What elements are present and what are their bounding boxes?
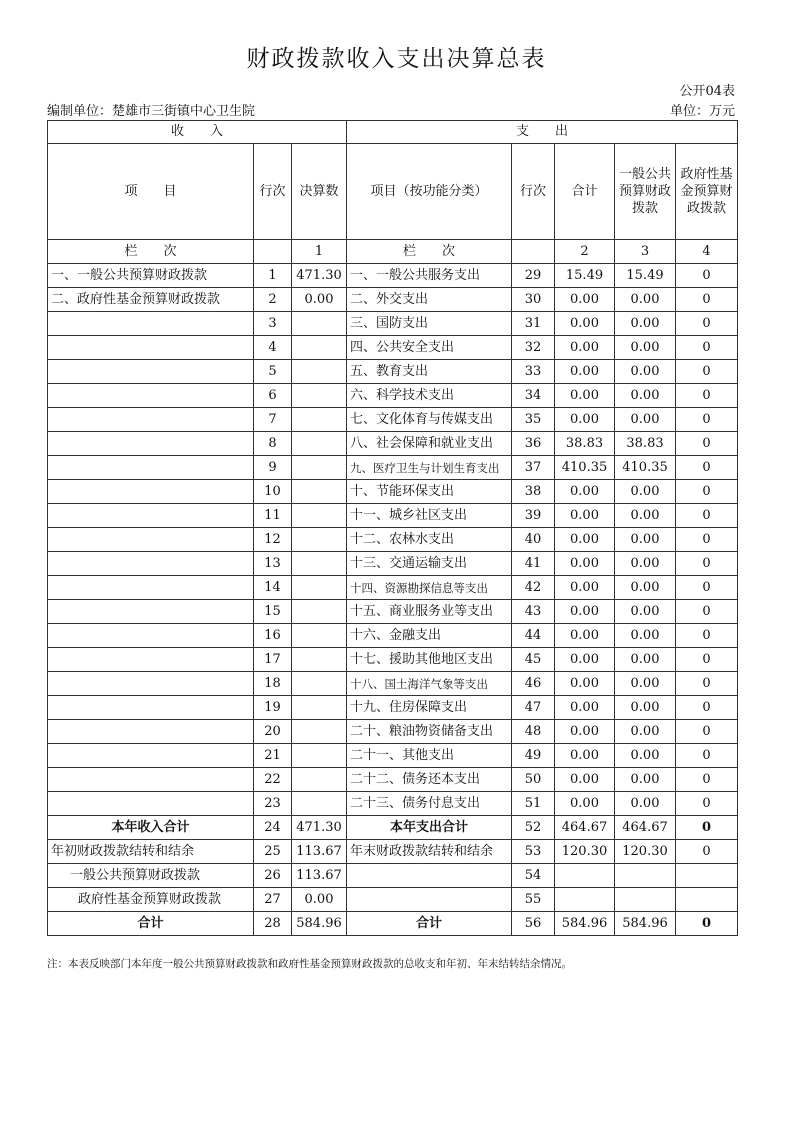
income-amount (292, 600, 347, 624)
income-item (48, 744, 254, 768)
table-row (48, 792, 738, 816)
expense-row-no: 35 (512, 408, 555, 432)
general-budget-amount: 0.00 (615, 720, 676, 744)
income-item (48, 600, 254, 624)
expense-total: 0.00 (555, 600, 615, 624)
income-item (48, 384, 254, 408)
gov-fund-amount: 0 (676, 432, 738, 456)
expense-row-no-header: 行次 (512, 144, 555, 240)
income-amount (292, 408, 347, 432)
expense-total: 0.00 (555, 768, 615, 792)
gov-fund-amount: 0 (676, 648, 738, 672)
income-item (48, 768, 254, 792)
expense-row-no: 40 (512, 528, 555, 552)
gov-fund-amount: 0 (676, 552, 738, 576)
income-section-header: 收 入 (48, 121, 347, 144)
income-item (48, 648, 254, 672)
expense-item: 十一、城乡社区支出 (347, 504, 512, 528)
expense-item: 九、医疗卫生与计划生育支出 (347, 456, 512, 480)
general-budget-amount: 0.00 (615, 408, 676, 432)
general-budget-amount: 0.00 (615, 480, 676, 504)
income-row-no: 13 (254, 552, 292, 576)
income-item (48, 552, 254, 576)
expense-item: 六、科学技术支出 (347, 384, 512, 408)
footnote: 注：本表反映部门本年度一般公共预算财政拨款和政府性基金预算财政拨款的总收支和年初、年末结转结余情况。 (47, 958, 572, 970)
column-number-3: 3 (615, 240, 676, 264)
income-row-no: 22 (254, 768, 292, 792)
expense-row-no: 31 (512, 312, 555, 336)
expense-item: 五、教育支出 (347, 360, 512, 384)
income-item: 年初财政拨款结转和结余 (48, 840, 254, 864)
general-budget-amount: 0.00 (615, 384, 676, 408)
income-row-no: 23 (254, 792, 292, 816)
income-item (48, 408, 254, 432)
income-item (48, 360, 254, 384)
table-row (48, 840, 738, 864)
income-row-no-header: 行次 (254, 144, 292, 240)
table-row (48, 600, 738, 624)
income-row-no: 15 (254, 600, 292, 624)
table-row (48, 528, 738, 552)
budget-summary-table (47, 120, 738, 936)
income-row-no: 11 (254, 504, 292, 528)
expense-total: 0.00 (555, 672, 615, 696)
expense-total: 0.00 (555, 528, 615, 552)
general-budget-amount: 0.00 (615, 600, 676, 624)
expense-total: 0.00 (555, 792, 615, 816)
gov-fund-amount: 0 (676, 624, 738, 648)
expense-row-no: 43 (512, 600, 555, 624)
income-amount (292, 576, 347, 600)
income-item (48, 456, 254, 480)
gov-fund-amount: 0 (676, 528, 738, 552)
income-item (48, 672, 254, 696)
expense-item: 十八、国土海洋气象等支出 (347, 672, 512, 696)
income-amount (292, 504, 347, 528)
expense-total: 0.00 (555, 312, 615, 336)
expense-total: 0.00 (555, 552, 615, 576)
expense-row-no: 52 (512, 816, 555, 840)
income-row-no: 9 (254, 456, 292, 480)
gov-fund-amount: 0 (676, 288, 738, 312)
income-item (48, 336, 254, 360)
expense-row-no: 41 (512, 552, 555, 576)
table-row (48, 408, 738, 432)
income-item (48, 624, 254, 648)
income-item (48, 720, 254, 744)
income-item: 一、一般公共预算财政拨款 (48, 264, 254, 288)
expense-row-no: 54 (512, 864, 555, 888)
expense-row-no: 29 (512, 264, 555, 288)
column-row-label-2: 栏 次 (347, 240, 512, 264)
column-row-blank (254, 240, 292, 264)
income-amount: 471.30 (292, 264, 347, 288)
income-amount (292, 384, 347, 408)
expense-row-no: 34 (512, 384, 555, 408)
expense-row-no: 47 (512, 696, 555, 720)
gov-fund-amount: 0 (676, 744, 738, 768)
income-row-no: 25 (254, 840, 292, 864)
expense-item: 十二、农林水支出 (347, 528, 512, 552)
expense-row-no: 55 (512, 888, 555, 912)
expense-total: 0.00 (555, 384, 615, 408)
income-amount (292, 552, 347, 576)
gov-fund-amount (676, 864, 738, 888)
gov-fund-amount: 0 (676, 360, 738, 384)
reporting-unit: 编制单位：楚雄市三街镇中心卫生院 (47, 104, 256, 119)
table-row (48, 384, 738, 408)
general-budget-amount: 0.00 (615, 576, 676, 600)
income-item: 合计 (48, 912, 254, 936)
expense-total: 464.67 (555, 816, 615, 840)
income-amount: 584.96 (292, 912, 347, 936)
column-number-1: 1 (292, 240, 347, 264)
income-row-no: 5 (254, 360, 292, 384)
table-row (48, 816, 738, 840)
expense-total: 0.00 (555, 504, 615, 528)
income-row-no: 21 (254, 744, 292, 768)
table-row (48, 360, 738, 384)
income-row-no: 20 (254, 720, 292, 744)
income-row-no: 17 (254, 648, 292, 672)
expense-row-no: 50 (512, 768, 555, 792)
income-amount-header: 决算数 (292, 144, 347, 240)
general-budget-amount (615, 888, 676, 912)
expense-row-no: 56 (512, 912, 555, 936)
income-item (48, 504, 254, 528)
income-item: 本年收入合计 (48, 816, 254, 840)
gov-fund-amount: 0 (676, 408, 738, 432)
expense-item: 二十二、债务还本支出 (347, 768, 512, 792)
expense-row-no: 36 (512, 432, 555, 456)
expense-row-no: 39 (512, 504, 555, 528)
general-budget-amount: 0.00 (615, 312, 676, 336)
general-budget-amount: 0.00 (615, 552, 676, 576)
general-budget-amount (615, 864, 676, 888)
general-budget-amount: 120.30 (615, 840, 676, 864)
expense-item: 十九、住房保障支出 (347, 696, 512, 720)
table-row (48, 672, 738, 696)
gov-fund-amount: 0 (676, 792, 738, 816)
expense-item: 十四、资源勘探信息等支出 (347, 576, 512, 600)
general-budget-amount: 464.67 (615, 816, 676, 840)
expense-item (347, 864, 512, 888)
expense-row-no: 48 (512, 720, 555, 744)
income-item: 二、政府性基金预算财政拨款 (48, 288, 254, 312)
table-row (48, 624, 738, 648)
table-row (48, 504, 738, 528)
expense-row-no: 44 (512, 624, 555, 648)
expense-total: 0.00 (555, 336, 615, 360)
expense-item: 二、外交支出 (347, 288, 512, 312)
expense-row-no: 51 (512, 792, 555, 816)
expense-item: 十五、商业服务业等支出 (347, 600, 512, 624)
expense-row-no: 32 (512, 336, 555, 360)
gov-fund-amount: 0 (676, 600, 738, 624)
income-row-no: 8 (254, 432, 292, 456)
table-row (48, 888, 738, 912)
expense-total: 0.00 (555, 744, 615, 768)
income-amount (292, 792, 347, 816)
income-row-no: 7 (254, 408, 292, 432)
income-row-no: 1 (254, 264, 292, 288)
income-row-no: 3 (254, 312, 292, 336)
expense-row-no: 38 (512, 480, 555, 504)
income-item (48, 696, 254, 720)
income-item (48, 792, 254, 816)
table-row (48, 864, 738, 888)
expense-item: 二十、粮油物资储备支出 (347, 720, 512, 744)
table-row (48, 768, 738, 792)
expense-item: 二十一、其他支出 (347, 744, 512, 768)
expense-row-no: 53 (512, 840, 555, 864)
expense-total (555, 864, 615, 888)
income-amount (292, 360, 347, 384)
expense-item: 十三、交通运输支出 (347, 552, 512, 576)
general-budget-amount: 0.00 (615, 672, 676, 696)
expense-row-no: 46 (512, 672, 555, 696)
general-budget-amount: 0.00 (615, 792, 676, 816)
expense-item: 本年支出合计 (347, 816, 512, 840)
expense-total: 410.35 (555, 456, 615, 480)
table-row (48, 456, 738, 480)
income-amount: 113.67 (292, 840, 347, 864)
currency-unit: 单位：万元 (669, 104, 735, 119)
income-item: 一般公共预算财政拨款 (48, 864, 254, 888)
income-amount (292, 720, 347, 744)
income-amount: 113.67 (292, 864, 347, 888)
general-budget-amount: 0.00 (615, 504, 676, 528)
income-row-no: 2 (254, 288, 292, 312)
expense-item: 十七、援助其他地区支出 (347, 648, 512, 672)
expense-item: 四、公共安全支出 (347, 336, 512, 360)
expense-item: 八、社会保障和就业支出 (347, 432, 512, 456)
gov-fund-amount: 0 (676, 336, 738, 360)
income-amount (292, 432, 347, 456)
expense-total: 38.83 (555, 432, 615, 456)
general-budget-amount: 0.00 (615, 528, 676, 552)
expense-total: 0.00 (555, 480, 615, 504)
income-amount (292, 456, 347, 480)
column-row-label: 栏 次 (48, 240, 254, 264)
form-number: 公开04表 (679, 84, 735, 99)
expense-item (347, 888, 512, 912)
expense-item: 一、一般公共服务支出 (347, 264, 512, 288)
general-budget-amount: 0.00 (615, 360, 676, 384)
general-budget-amount: 38.83 (615, 432, 676, 456)
table-row (48, 552, 738, 576)
table-row (48, 576, 738, 600)
expense-item: 二十三、债务付息支出 (347, 792, 512, 816)
expense-item: 七、文化体育与传媒支出 (347, 408, 512, 432)
expense-item: 年末财政拨款结转和结余 (347, 840, 512, 864)
income-item (48, 576, 254, 600)
expense-row-no: 42 (512, 576, 555, 600)
expense-total: 0.00 (555, 288, 615, 312)
expense-item: 合计 (347, 912, 512, 936)
income-item (48, 312, 254, 336)
expense-row-no: 49 (512, 744, 555, 768)
gov-fund-amount: 0 (676, 720, 738, 744)
expense-section-header: 支 出 (347, 121, 738, 144)
expense-item-header: 项目（按功能分类） (347, 144, 512, 240)
table-row (48, 480, 738, 504)
income-amount (292, 312, 347, 336)
income-row-no: 24 (254, 816, 292, 840)
general-budget-amount: 0.00 (615, 696, 676, 720)
income-row-no: 27 (254, 888, 292, 912)
table-row (48, 744, 738, 768)
income-amount (292, 696, 347, 720)
income-row-no: 6 (254, 384, 292, 408)
expense-item: 十、节能环保支出 (347, 480, 512, 504)
income-item: 政府性基金预算财政拨款 (48, 888, 254, 912)
income-amount (292, 528, 347, 552)
gov-fund-header: 政府性基金预算财政拨款 (676, 144, 738, 240)
general-budget-amount: 0.00 (615, 336, 676, 360)
income-row-no: 14 (254, 576, 292, 600)
column-number-2: 2 (555, 240, 615, 264)
general-budget-amount: 0.00 (615, 648, 676, 672)
expense-item: 三、国防支出 (347, 312, 512, 336)
expense-total: 120.30 (555, 840, 615, 864)
income-amount: 0.00 (292, 288, 347, 312)
income-amount (292, 744, 347, 768)
general-budget-amount: 0.00 (615, 744, 676, 768)
table-row (48, 312, 738, 336)
expense-row-no: 37 (512, 456, 555, 480)
gov-fund-amount: 0 (676, 768, 738, 792)
income-amount (292, 648, 347, 672)
gov-fund-amount: 0 (676, 672, 738, 696)
table-row (48, 264, 738, 288)
income-item-header: 项 目 (48, 144, 254, 240)
column-row-blank-2 (512, 240, 555, 264)
general-budget-amount: 0.00 (615, 624, 676, 648)
general-budget-amount: 410.35 (615, 456, 676, 480)
general-budget-amount: 15.49 (615, 264, 676, 288)
expense-row-no: 45 (512, 648, 555, 672)
table-row (48, 720, 738, 744)
income-row-no: 16 (254, 624, 292, 648)
expense-total-header: 合计 (555, 144, 615, 240)
gov-fund-amount: 0 (676, 504, 738, 528)
expense-total: 0.00 (555, 696, 615, 720)
gov-fund-amount: 0 (676, 480, 738, 504)
table-row (48, 288, 738, 312)
gov-fund-amount: 0 (676, 696, 738, 720)
general-budget-header: 一般公共预算财政拨款 (615, 144, 676, 240)
expense-total: 15.49 (555, 264, 615, 288)
income-amount (292, 624, 347, 648)
expense-total: 0.00 (555, 648, 615, 672)
expense-item: 十六、金融支出 (347, 624, 512, 648)
column-number-4: 4 (676, 240, 738, 264)
expense-total: 0.00 (555, 624, 615, 648)
expense-total: 0.00 (555, 576, 615, 600)
general-budget-amount: 0.00 (615, 288, 676, 312)
gov-fund-amount: 0 (676, 264, 738, 288)
table-row (48, 696, 738, 720)
expense-total: 0.00 (555, 408, 615, 432)
income-amount (292, 480, 347, 504)
income-item (48, 528, 254, 552)
income-row-no: 19 (254, 696, 292, 720)
gov-fund-amount: 0 (676, 576, 738, 600)
income-row-no: 12 (254, 528, 292, 552)
expense-total: 584.96 (555, 912, 615, 936)
income-row-no: 28 (254, 912, 292, 936)
income-amount (292, 336, 347, 360)
income-amount (292, 672, 347, 696)
gov-fund-amount: 0 (676, 840, 738, 864)
income-row-no: 18 (254, 672, 292, 696)
expense-total (555, 888, 615, 912)
expense-total: 0.00 (555, 720, 615, 744)
expense-row-no: 33 (512, 360, 555, 384)
general-budget-amount: 0.00 (615, 768, 676, 792)
page-title: 财政拨款收入支出决算总表 (246, 46, 547, 72)
gov-fund-amount: 0 (676, 816, 738, 840)
gov-fund-amount: 0 (676, 312, 738, 336)
gov-fund-amount: 0 (676, 384, 738, 408)
income-amount (292, 768, 347, 792)
gov-fund-amount: 0 (676, 912, 738, 936)
table-row (48, 648, 738, 672)
table-row (48, 432, 738, 456)
income-row-no: 26 (254, 864, 292, 888)
income-item (48, 480, 254, 504)
gov-fund-amount (676, 888, 738, 912)
general-budget-amount: 584.96 (615, 912, 676, 936)
table-row (48, 336, 738, 360)
gov-fund-amount: 0 (676, 456, 738, 480)
income-amount: 0.00 (292, 888, 347, 912)
income-amount: 471.30 (292, 816, 347, 840)
income-row-no: 4 (254, 336, 292, 360)
income-row-no: 10 (254, 480, 292, 504)
income-item (48, 432, 254, 456)
expense-total: 0.00 (555, 360, 615, 384)
expense-row-no: 30 (512, 288, 555, 312)
table-row (48, 912, 738, 936)
